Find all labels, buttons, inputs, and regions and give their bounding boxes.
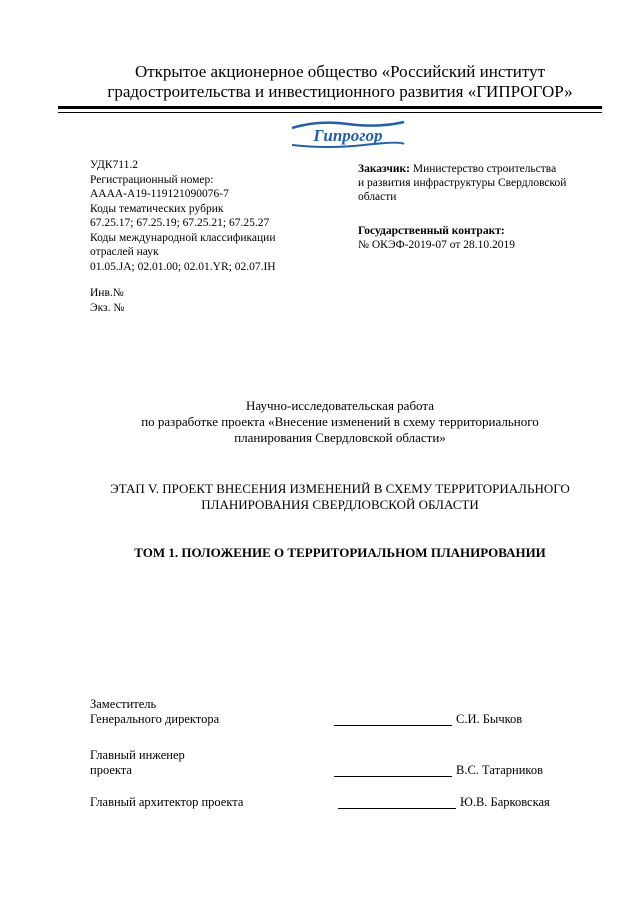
signature-role-2 xyxy=(90,748,185,778)
copy-number-label: Экз. № xyxy=(90,302,125,314)
customer-text-1: Министерство строительства xyxy=(412,163,557,175)
research-title xyxy=(60,398,620,446)
volume-title: ТОМ 1. ПОЛОЖЕНИЕ О ТЕРРИТОРИАЛЬНОМ ПЛАНИРОВАНИИ xyxy=(134,545,546,560)
signature-name-3: Ю.В. Барковская xyxy=(460,795,550,809)
signature-name-2: В.С. Татарников xyxy=(456,763,543,777)
organization-title-line-1: Открытое акционерное общество «Российский институт xyxy=(134,62,546,81)
stage-title-line-2: ПЛАНИРОВАНИЯ СВЕРДЛОВСКОЙ ОБЛАСТИ xyxy=(201,497,479,512)
signature-role-3: Главный архитектор проекта xyxy=(90,795,244,809)
udk-code: УДК711.2 xyxy=(90,159,138,171)
stage-title xyxy=(70,481,610,513)
registration-number: АААА-А19-119121090076-7 xyxy=(90,188,229,200)
research-title-line-2: по разработке проекта «Внесение изменений в схему территориального xyxy=(141,414,539,429)
giprogor-logo xyxy=(288,118,408,150)
contract-label: Государственный контракт: xyxy=(358,225,505,237)
organization-title xyxy=(60,62,620,102)
stage-title-line-1: ЭТАП V. ПРОЕКТ ВНЕСЕНИЯ ИЗМЕНЕНИЙ В СХЕМУ ТЕРРИТОРИАЛЬНОГО xyxy=(110,481,570,496)
rubrics-value: 67.25.17; 67.25.19; 67.25.21; 67.25.27 xyxy=(90,217,270,229)
logo-text: Гипрогор xyxy=(313,126,383,145)
customer-label: Заказчик: xyxy=(358,163,410,175)
contract-block xyxy=(358,224,598,252)
inventory-block xyxy=(90,286,124,316)
signature-role-1-line-2: Генерального директора xyxy=(90,712,220,726)
signature-line-2 xyxy=(334,776,452,777)
intl-classification-value: 01.05.JA; 02.01.00; 02.01.YR; 02.07.IH xyxy=(90,260,276,273)
classification-block xyxy=(90,158,340,274)
registration-label: Регистрационный номер: xyxy=(90,173,214,186)
intl-classification-label-2: отраслей наук xyxy=(90,246,159,258)
signature-role-2-line-2: проекта xyxy=(90,763,132,777)
research-title-line-1: Научно-исследовательская работа xyxy=(246,398,434,413)
signature-role-1 xyxy=(90,697,219,727)
research-title-line-3: планирования Свердловской области» xyxy=(234,430,446,445)
signature-role-1-line-1: Заместитель xyxy=(90,697,157,711)
header-rule-thick xyxy=(58,106,602,109)
organization-title-line-2: градостроительства и инвестиционного развития «ГИПРОГОР» xyxy=(107,82,573,101)
intl-classification-label-1: Коды международной классификации xyxy=(90,231,276,244)
customer-text-3: области xyxy=(358,191,397,203)
customer-block xyxy=(358,162,598,204)
signature-role-2-line-1: Главный инженер xyxy=(90,748,185,762)
inventory-number-label: Инв.№ xyxy=(90,287,124,299)
rubrics-label: Коды тематических рубрик xyxy=(90,202,224,215)
signature-name-1: С.И. Бычков xyxy=(456,712,523,726)
signature-line-1 xyxy=(334,725,452,726)
signature-line-3 xyxy=(338,808,456,809)
customer-text-2: и развития инфраструктуры Свердловской xyxy=(358,177,567,189)
header-rule-thin xyxy=(58,112,602,113)
contract-value: № ОКЭФ-2019-07 от 28.10.2019 xyxy=(358,239,515,251)
